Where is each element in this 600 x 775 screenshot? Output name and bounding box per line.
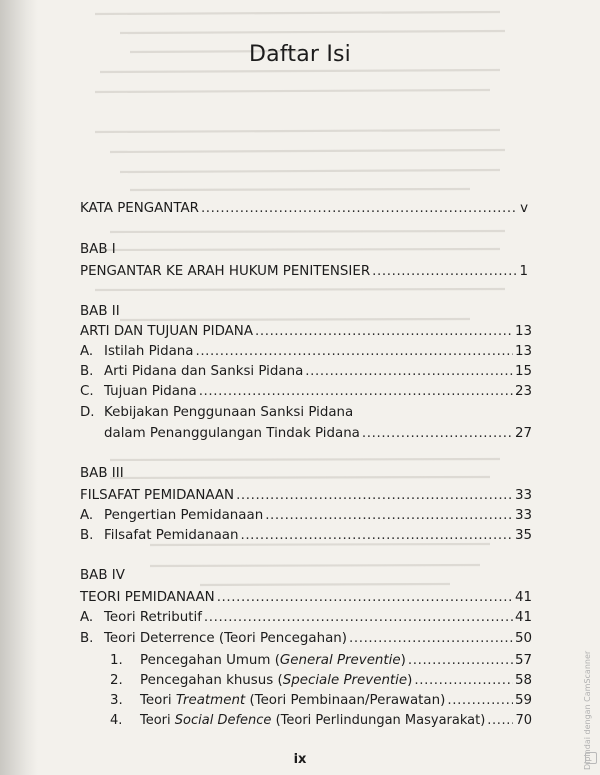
toc-entry-marker: B. xyxy=(80,364,94,379)
toc-page-number: 23 xyxy=(514,384,532,399)
toc-entry-chapter-2 xyxy=(80,322,532,342)
toc-entry-label: Teori Social Defence (Teori Perlindungan Masyarakat) xyxy=(140,713,486,728)
toc-entry-label: Teori Retributif xyxy=(104,610,202,625)
toc-entry-marker: 3. xyxy=(110,693,123,708)
leader-dots xyxy=(372,262,517,282)
toc-entry-2a xyxy=(80,342,532,362)
toc-entry-label: Arti Pidana dan Sanksi Pidana xyxy=(104,364,304,379)
toc-entry-label: Istilah Pidana xyxy=(104,344,194,359)
toc-page-number: 58 xyxy=(514,673,532,688)
leader-dots xyxy=(195,342,512,362)
toc-entry-4a xyxy=(80,608,532,628)
leader-dots xyxy=(236,486,513,506)
toc-entry-marker: 1. xyxy=(110,653,123,668)
leader-dots xyxy=(349,629,513,649)
toc-entry-4b-3 xyxy=(110,691,532,711)
toc-entry-3a xyxy=(80,506,532,526)
toc-page-number: 35 xyxy=(514,528,532,543)
toc-page-number: 15 xyxy=(514,364,532,379)
toc-entry-label: Pencegahan khusus (Speciale Preventie) xyxy=(140,673,413,688)
toc-entry-4b-1 xyxy=(110,651,532,671)
toc-entry-label: FILSAFAT PEMIDANAAN xyxy=(80,488,235,503)
leader-dots xyxy=(201,199,518,219)
toc-entry-marker: B. xyxy=(80,631,94,646)
leader-dots xyxy=(217,588,513,608)
toc-page-number: 33 xyxy=(514,508,532,523)
leader-dots xyxy=(265,506,513,526)
toc-entry-2c xyxy=(80,382,532,402)
chapter-heading-bab-2: BAB II xyxy=(80,304,120,319)
toc-entry-label: Pengertian Pemidanaan xyxy=(104,508,264,523)
toc-entry-2b xyxy=(80,362,532,382)
toc-entry-marker: 4. xyxy=(110,713,123,728)
toc-entry-continuation: dalam Penanggulangan Tindak Pidana xyxy=(104,426,360,441)
leader-dots xyxy=(240,526,512,546)
toc-entry-marker: D. xyxy=(80,405,95,420)
leader-dots xyxy=(362,424,513,444)
toc-entry-4b xyxy=(80,629,532,649)
camscanner-logo-icon xyxy=(585,752,597,764)
toc-entry-label: Teori Treatment (Teori Pembinaan/Perawatan) xyxy=(140,693,446,708)
toc-page-number: 33 xyxy=(514,488,532,503)
toc-page-number: 41 xyxy=(514,610,532,625)
toc-entry-chapter-4 xyxy=(80,588,532,608)
toc-entry-label: KATA PENGANTAR xyxy=(80,201,199,216)
toc-entry-label: Kebijakan Penggunaan Sanksi Pidana xyxy=(104,405,354,420)
leader-dots xyxy=(305,362,513,382)
toc-entry-label: Pencegahan Umum (General Preventie) xyxy=(140,653,406,668)
chapter-heading-bab-1: BAB I xyxy=(80,242,116,257)
toc-entry-chapter-1 xyxy=(80,262,528,282)
toc-entry-label: TEORI PEMIDANAAN xyxy=(80,590,215,605)
toc-entry-3b xyxy=(80,526,532,546)
toc-page-number: 13 xyxy=(514,344,532,359)
toc-page-number: 27 xyxy=(514,426,532,441)
toc-entry-marker: A. xyxy=(80,344,94,359)
toc-entry-label: ARTI DAN TUJUAN PIDANA xyxy=(80,324,253,339)
leader-dots xyxy=(447,691,513,711)
toc-page-number: v xyxy=(520,201,528,216)
toc-entry-marker: A. xyxy=(80,610,94,625)
toc-entry-chapter-3 xyxy=(80,486,532,506)
toc-entry-marker: A. xyxy=(80,508,94,523)
leader-dots xyxy=(487,711,513,731)
toc-entry-4b-4 xyxy=(110,711,532,731)
leader-dots xyxy=(255,322,513,342)
toc-page-number: 50 xyxy=(514,631,532,646)
leader-dots xyxy=(204,608,513,628)
toc-entry-2d-line-2 xyxy=(104,424,532,444)
leader-dots xyxy=(408,651,513,671)
toc-entry-4b-2 xyxy=(110,671,532,691)
toc-entry-kata-pengantar xyxy=(80,199,528,219)
toc-entry-marker: C. xyxy=(80,384,94,399)
toc-entry-label: PENGANTAR KE ARAH HUKUM PENITENSIER xyxy=(80,264,371,279)
chapter-heading-bab-4: BAB IV xyxy=(80,568,125,583)
chapter-heading-bab-3: BAB III xyxy=(80,466,124,481)
page-title: Daftar Isi xyxy=(249,42,351,67)
toc-entry-label: Tujuan Pidana xyxy=(104,384,197,399)
leader-dots xyxy=(199,382,513,402)
toc-entry-2d-line-1 xyxy=(80,403,353,423)
toc-entry-marker: B. xyxy=(80,528,94,543)
toc-entry-marker: 2. xyxy=(110,673,123,688)
toc-entry-label: Filsafat Pemidanaan xyxy=(104,528,239,543)
toc-page-number: 1 xyxy=(519,264,528,279)
toc-page-number: 13 xyxy=(514,324,532,339)
toc-page-number: 59 xyxy=(514,693,532,708)
toc-entry-label: Teori Deterrence (Teori Pencegahan) xyxy=(104,631,347,646)
toc-page-number: 41 xyxy=(514,590,532,605)
page-number-folio: ix xyxy=(293,752,307,767)
toc-page-number: 57 xyxy=(514,653,532,668)
scanner-watermark: Dipindai dengan CamScanner xyxy=(583,650,592,770)
leader-dots xyxy=(414,671,513,691)
toc-page-number: 70 xyxy=(515,713,532,728)
